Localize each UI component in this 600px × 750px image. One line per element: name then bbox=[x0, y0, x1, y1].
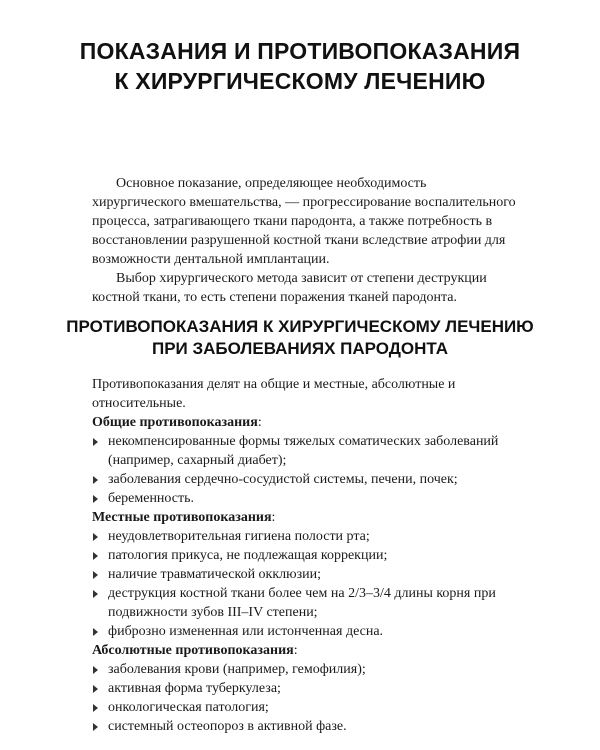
bullet-list bbox=[92, 660, 522, 736]
group-heading bbox=[92, 413, 522, 432]
list-item-text: деструкция костной ткани более чем на 2/3–3/4 длины корня при подвижности зубов III–IV степени; bbox=[108, 586, 496, 620]
triangle-bullet-icon bbox=[93, 685, 98, 693]
list-item bbox=[92, 527, 522, 546]
bullet-list bbox=[92, 432, 522, 508]
triangle-bullet-icon bbox=[93, 723, 98, 731]
section-title bbox=[0, 316, 600, 360]
triangle-bullet-icon bbox=[93, 571, 98, 579]
list-item-text: системный остеопороз в активной фазе. bbox=[108, 719, 347, 734]
triangle-bullet-icon bbox=[93, 476, 98, 484]
list-item-text: заболевания крови (например, гемофилия); bbox=[108, 662, 366, 677]
triangle-bullet-icon bbox=[93, 495, 98, 503]
paragraph: Выбор хирургического метода зависит от степени деструкции костной ткани, то есть степени поражения тканей пародонта. bbox=[92, 271, 487, 305]
list-item bbox=[92, 584, 522, 622]
list-item-text: заболевания сердечно-сосудистой системы, печени, почек; bbox=[108, 472, 458, 487]
list-item-text: активная форма туберкулеза; bbox=[108, 681, 281, 696]
paragraph: Основное показание, определяющее необходимость хирургического вмешательства, — прогрессирование воспалительного процесса, затрагивающего ткани пародонта, а также потребность в восстановлении разрушенной костной ткани вследствие атрофии для возможности дентальной имплантации. bbox=[92, 176, 516, 267]
group-heading-text: Общие противопоказания bbox=[92, 415, 258, 430]
contraindications-section bbox=[92, 375, 522, 736]
page-title-line: К ХИРУРГИЧЕСКОМУ ЛЕЧЕНИЮ bbox=[114, 68, 486, 94]
group-heading bbox=[92, 508, 522, 527]
list-item bbox=[92, 546, 522, 565]
contraindication-group-general bbox=[92, 413, 522, 508]
group-heading-colon: : bbox=[271, 510, 276, 525]
list-item-text: неудовлетворительная гигиена полости рта; bbox=[108, 529, 370, 544]
contraindication-group-absolute bbox=[92, 641, 522, 736]
triangle-bullet-icon bbox=[93, 552, 98, 560]
group-heading-text: Местные противопоказания bbox=[92, 510, 272, 525]
list-item bbox=[92, 470, 522, 489]
list-item bbox=[92, 660, 522, 679]
list-item-text: некомпенсированные формы тяжелых соматических заболеваний (например, сахарный диабет); bbox=[108, 434, 499, 468]
intro-text bbox=[92, 174, 522, 307]
group-heading-text: Абсолютные противопоказания bbox=[92, 643, 294, 658]
section-title-line: ПРИ ЗАБОЛЕВАНИЯХ ПАРОДОНТА bbox=[151, 339, 448, 358]
page-title-line: ПОКАЗАНИЯ И ПРОТИВОПОКАЗАНИЯ bbox=[79, 38, 521, 64]
triangle-bullet-icon bbox=[93, 666, 98, 674]
list-item-text: онкологическая патология; bbox=[108, 700, 269, 715]
list-item-text: беременность. bbox=[108, 491, 194, 506]
group-heading-colon: : bbox=[257, 415, 262, 430]
list-item-text: патология прикуса, не подлежащая коррекции; bbox=[108, 548, 388, 563]
triangle-bullet-icon bbox=[93, 704, 98, 712]
list-item bbox=[92, 622, 522, 641]
group-heading bbox=[92, 641, 522, 660]
group-heading-colon: : bbox=[293, 643, 298, 658]
list-item bbox=[92, 717, 522, 736]
list-item bbox=[92, 565, 522, 584]
triangle-bullet-icon bbox=[93, 590, 98, 598]
triangle-bullet-icon bbox=[93, 628, 98, 636]
triangle-bullet-icon bbox=[93, 438, 98, 446]
list-item bbox=[92, 679, 522, 698]
list-item bbox=[92, 489, 522, 508]
bullet-list bbox=[92, 527, 522, 641]
list-item bbox=[92, 432, 522, 470]
section-title-line: ПРОТИВОПОКАЗАНИЯ К ХИРУРГИЧЕСКОМУ ЛЕЧЕНИЮ bbox=[66, 317, 534, 336]
section-intro: Противопоказания делят на общие и местные, абсолютные и относительные. bbox=[92, 377, 456, 411]
list-item-text: наличие травматической окклюзии; bbox=[108, 567, 322, 582]
contraindication-group-local bbox=[92, 508, 522, 641]
page-title bbox=[0, 36, 600, 96]
triangle-bullet-icon bbox=[93, 533, 98, 541]
list-item bbox=[92, 698, 522, 717]
list-item-text: фиброзно измененная или истонченная десна. bbox=[108, 624, 384, 639]
